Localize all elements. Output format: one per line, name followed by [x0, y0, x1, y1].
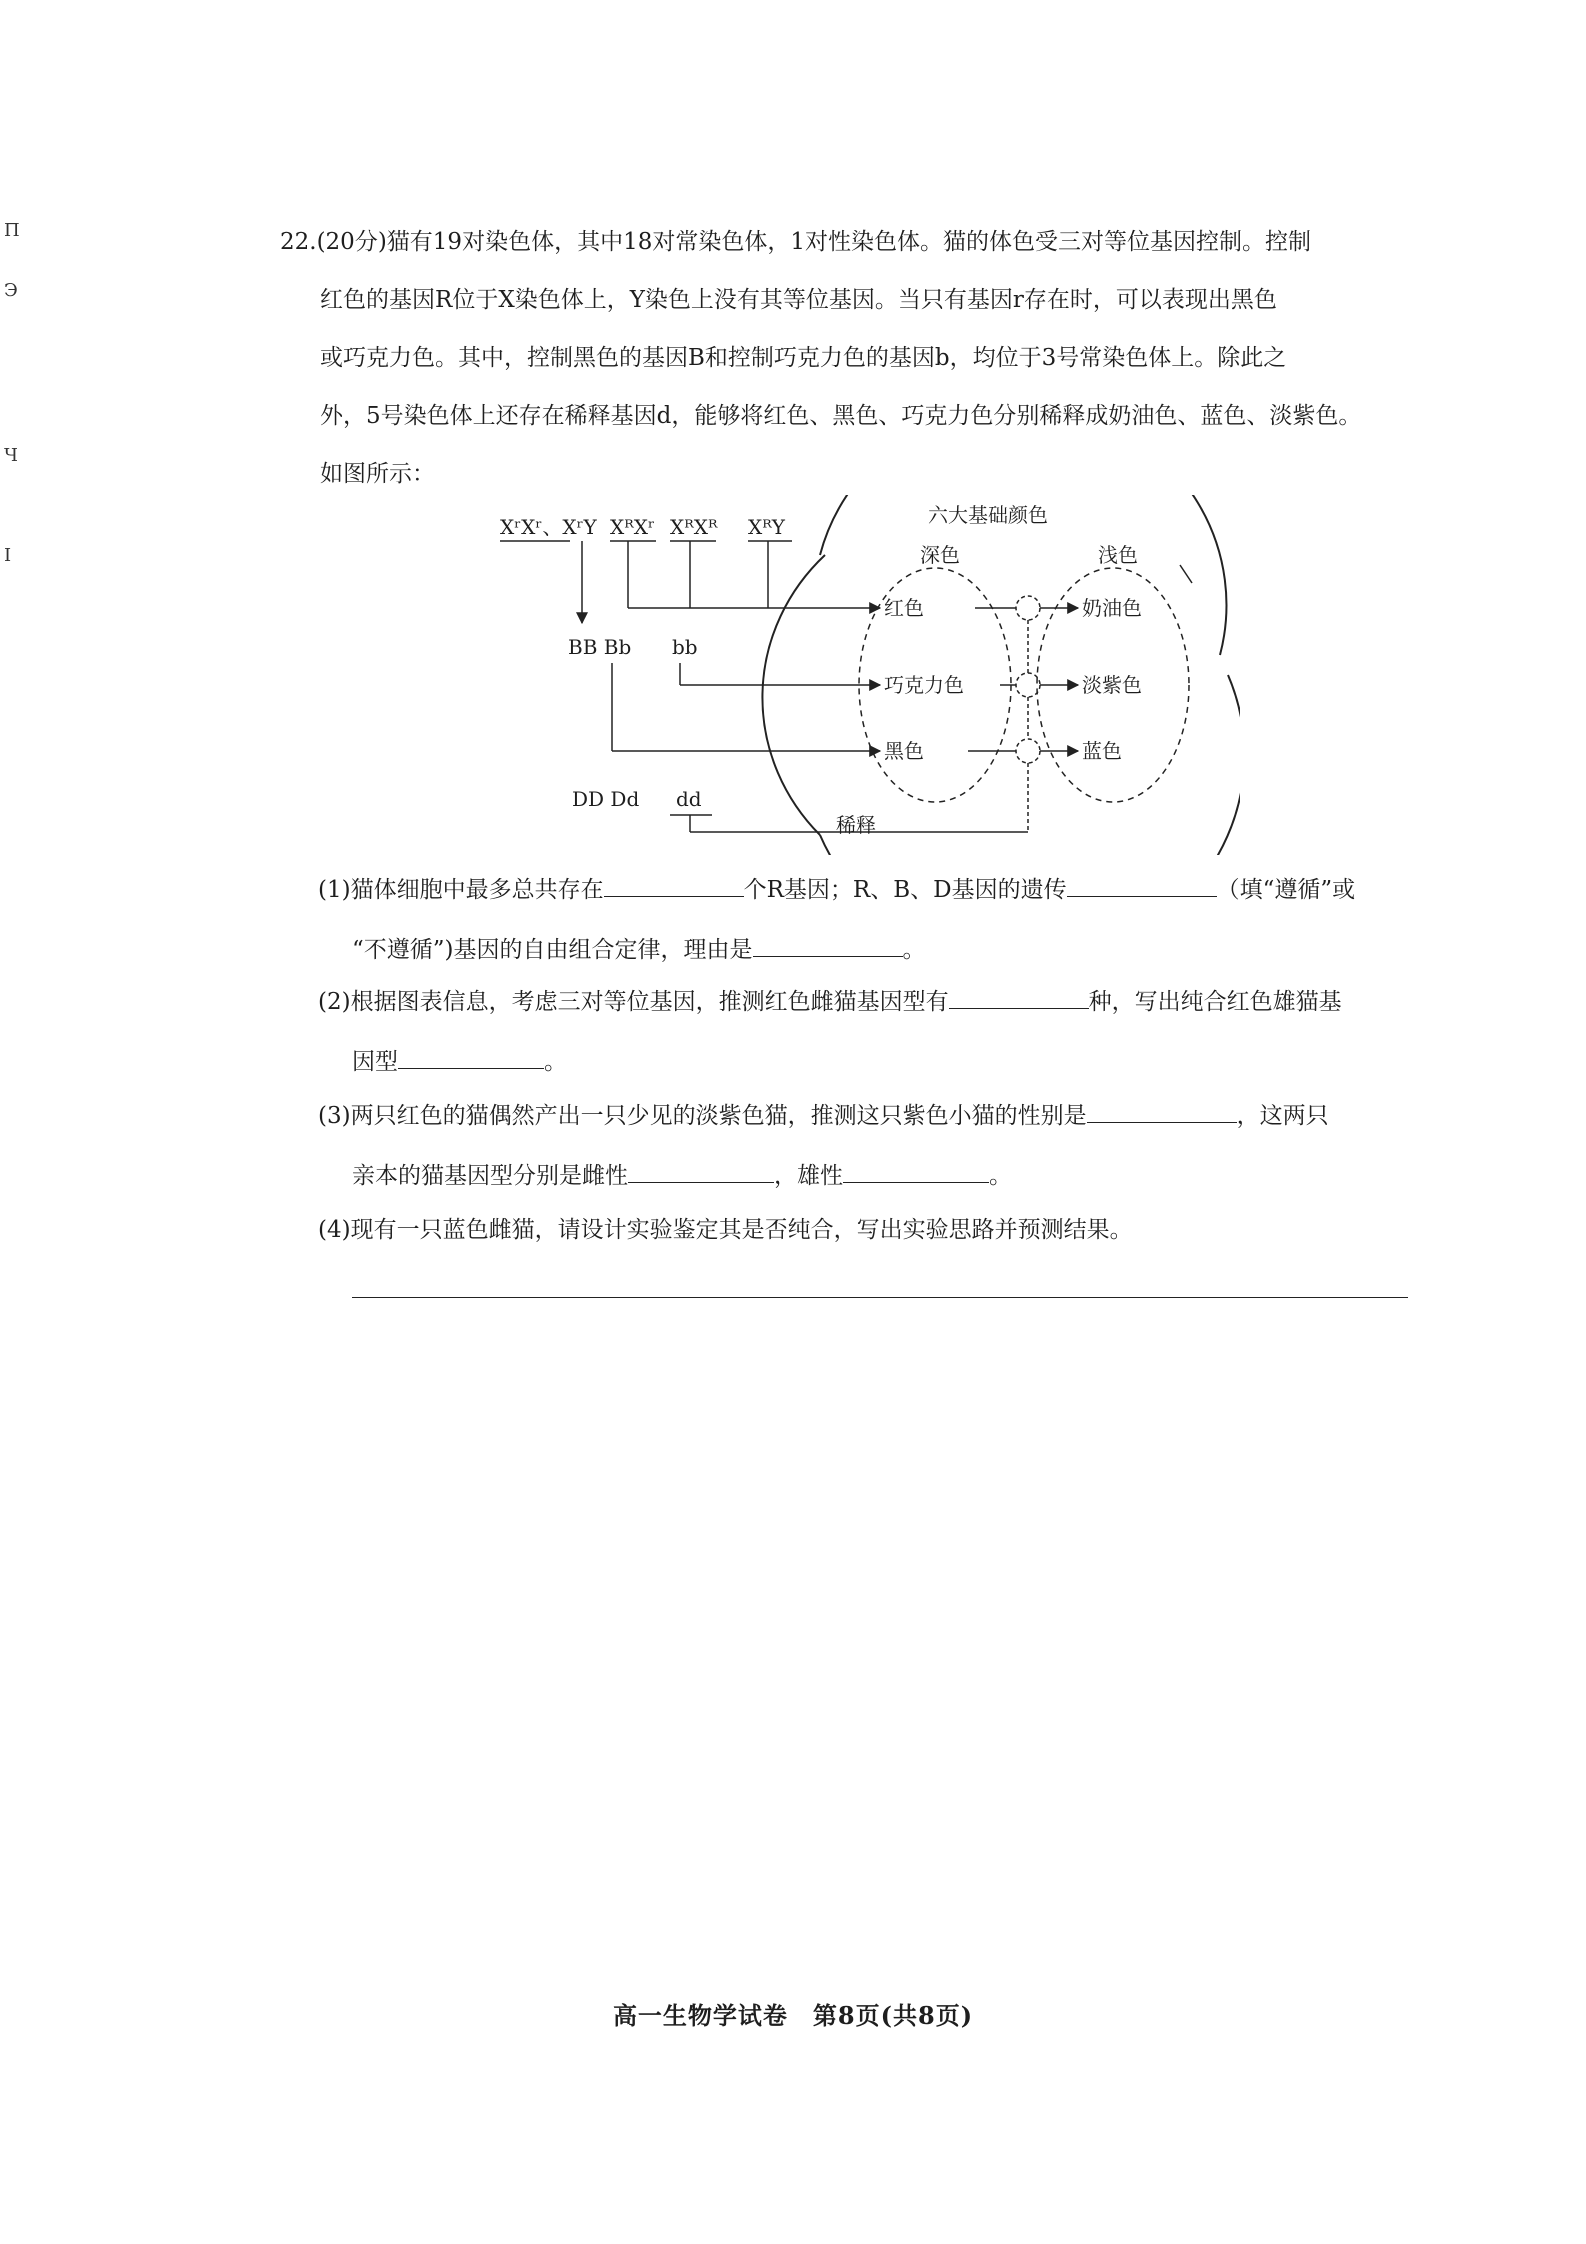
sub3-line1 [318, 1086, 1418, 1146]
answer-line[interactable] [352, 1297, 1408, 1298]
sub1-text-a: (1)猫体细胞中最多总共存在 [318, 877, 604, 903]
sub2-text-d: 。 [544, 1049, 567, 1075]
sub1-line1 [318, 860, 1418, 920]
sub3-blank-male[interactable] [843, 1160, 989, 1183]
question-number: 22. [280, 229, 317, 255]
genotype-xr-label: XʳXʳ、XʳY [500, 515, 597, 539]
sub2-text-b: 种，写出纯合红色雄猫基 [1088, 989, 1342, 1015]
light-label: 浅色 [1098, 543, 1138, 567]
color-blue: 蓝色 [1082, 739, 1122, 763]
color-black: 黑色 [884, 739, 924, 763]
genotype-xry-label: XᴿY [748, 515, 785, 539]
sub1-text-d: “不遵循”)基因的自由组合定律，理由是 [352, 937, 753, 963]
stem-line: 外，5号染色体上还存在稀释基因d，能够将红色、黑色、巧克力色分别稀释成奶油色、蓝色、淡紫色。 [320, 403, 1362, 429]
sub3-blank-sex[interactable] [1087, 1100, 1237, 1123]
genotype-dd-label: DD Dd [572, 787, 640, 811]
subquestion-4 [318, 1200, 1418, 1260]
margin-mark: Э [4, 280, 18, 301]
question-points: (20分) [316, 229, 387, 255]
dilution-label: 稀释 [836, 813, 876, 837]
stem-line: 如图所示： [320, 461, 435, 487]
sub1-blank-count[interactable] [604, 874, 744, 897]
sub2-blank-count[interactable] [949, 986, 1089, 1009]
sub3-text-a: (3)两只红色的猫偶然产出一只少见的淡紫色猫，推测这只紫色小猫的性别是 [318, 1103, 1087, 1129]
sub3-text-d: ，雄性 [774, 1163, 843, 1189]
sub2-line1 [318, 972, 1418, 1032]
genotype-bb-label: BB Bb [568, 635, 632, 659]
color-red: 红色 [884, 596, 924, 620]
genotype-dd-recessive-label: dd [676, 787, 702, 811]
stem-line [280, 213, 1410, 271]
color-chocolate: 巧克力色 [884, 673, 964, 697]
sub1-blank-reason[interactable] [753, 934, 903, 957]
question-22-stem [280, 213, 1410, 503]
sub4-line1: (4)现有一只蓝色雌猫，请设计实验鉴定其是否纯合，写出实验思路并预测结果。 [318, 1217, 1133, 1243]
page-footer: 高一生物学试卷 第8页(共8页) [612, 2001, 974, 2030]
subquestion-2 [318, 972, 1418, 1092]
sub3-text-c: 亲本的猫基因型分别是雌性 [352, 1163, 628, 1189]
margin-mark: П [4, 220, 20, 241]
sub2-text-c: 因型 [352, 1049, 398, 1075]
sub3-line2 [318, 1146, 1418, 1206]
subquestion-1 [318, 860, 1418, 980]
genotype-xrxr-hom-label: XᴿXᴿ [670, 515, 718, 539]
sub3-blank-female[interactable] [628, 1160, 774, 1183]
sub3-text-b: ，这两只 [1236, 1103, 1329, 1129]
stem-text: 猫有19对染色体，其中18对常染色体，1对性染色体。猫的体色受三对等位基因控制。控制 [386, 229, 1311, 255]
sub2-blank-genotype[interactable] [398, 1046, 544, 1069]
sub3-text-e: 。 [989, 1163, 1012, 1189]
color-lilac: 淡紫色 [1082, 673, 1142, 697]
genotype-bb-recessive-label: bb [672, 635, 698, 659]
sub1-text-b: 个R基因；R、B、D基因的遗传 [743, 877, 1067, 903]
margin-mark: I [4, 545, 12, 566]
subquestion-3 [318, 1086, 1418, 1206]
margin-mark: Ч [4, 445, 18, 466]
stem-line: 红色的基因R位于X染色体上，Y染色上没有其等位基因。当只有基因r存在时，可以表现出黑色 [320, 287, 1277, 313]
coat-color-diagram [480, 495, 1240, 855]
circle-title: 六大基础颜色 [928, 503, 1048, 527]
sub1-text-c: （填“遵循”或 [1216, 877, 1356, 903]
genotype-xrxr-het-label: XᴿXʳ [610, 515, 655, 539]
sub2-text-a: (2)根据图表信息，考虑三对等位基因，推测红色雌猫基因型有 [318, 989, 949, 1015]
sub1-blank-follow[interactable] [1067, 874, 1217, 897]
sub1-line2 [318, 920, 1418, 980]
stem-line: 或巧克力色。其中，控制黑色的基因B和控制巧克力色的基因b，均位于3号常染色体上。除此之 [320, 345, 1287, 371]
sub1-text-e: 。 [902, 937, 926, 963]
dark-label: 深色 [920, 543, 960, 567]
sub2-line2 [318, 1032, 1418, 1092]
color-cream: 奶油色 [1082, 596, 1142, 620]
